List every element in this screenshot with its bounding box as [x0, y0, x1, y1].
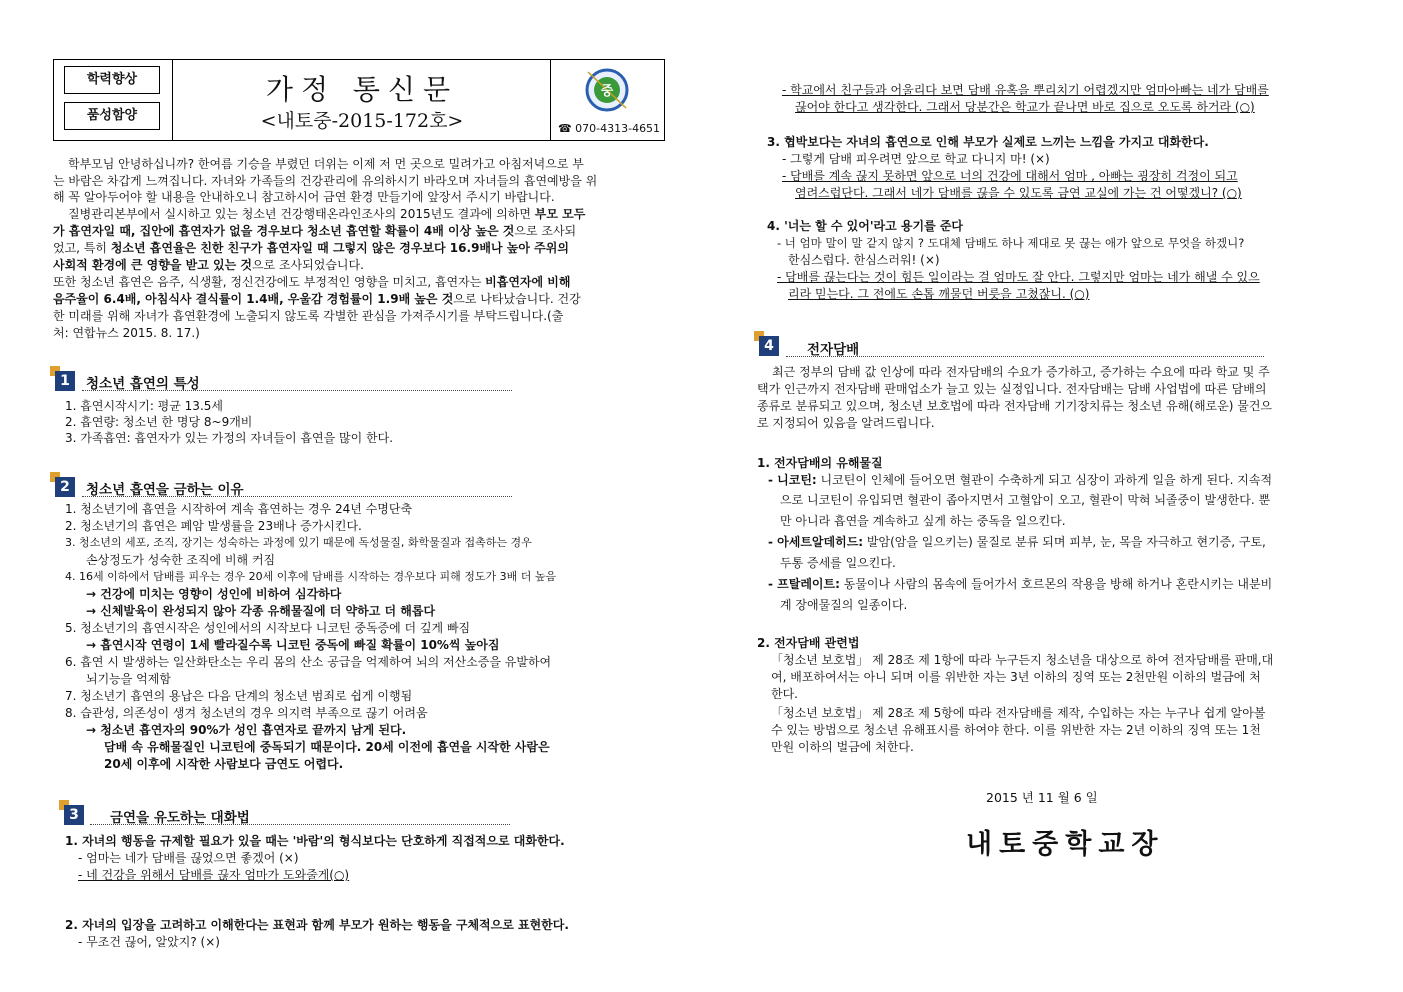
list-item: - 그렇게 담배 피우려면 앞으로 학교 다니지 마! (×) [782, 152, 1050, 166]
intro-bold: 사회적 환경에 큰 영향을 받고 있는 것 [53, 258, 252, 272]
letter-header [53, 59, 665, 141]
intro-text: 으로 조사되 [514, 224, 577, 238]
list-item: 7. 청소년기 흡연의 용납은 다음 단계의 청소년 범죄로 쉽게 이행됨 [65, 689, 413, 703]
section-3-title: 금연을 유도하는 대화법 [110, 810, 250, 826]
intro-bold: 비흡연자에 비해 [485, 275, 571, 289]
list-item: 으로 니코틴이 유입되면 혈관이 좁아지면서 고혈압이 오고, 혈관이 막혀 뇌졸중이 발생한다. 뿐 [780, 493, 1271, 507]
list-item: 1. 청소년기에 흡연을 시작하여 계속 흡연하는 경우 24년 수명단축 [65, 502, 413, 516]
intro-line [53, 240, 569, 256]
section-3-number: 3 [64, 805, 84, 825]
issue-date: 2015 년 11 월 6 일 [986, 790, 1098, 805]
list-item-emphasis: → 건강에 미치는 영향이 성인에 비하여 심각하다 [86, 587, 342, 601]
intro-line: 최근 정부의 담배 값 인상에 따라 전자담배의 수요가 증가하고, 증가하는 수요에 따라 학교 및 주 [772, 365, 1270, 379]
law-line: 「청소년 보호법」 제 28조 제 1항에 따라 누구든지 청소년을 대상으로 하여 전자담배를 판매,대 [771, 653, 1274, 667]
subsection-title: 2. 전자담배 관련법 [757, 636, 860, 650]
list-item: 5. 청소년기의 흡연시작은 성인에서의 시작보다 니코틴 중독증에 더 깊게 빠짐 [65, 621, 471, 635]
list-item: 3. 가족흡연: 흡연자가 있는 가정의 자녀들이 흡연을 많이 한다. [65, 431, 394, 445]
intro-line: 해 꼭 알아두어야 할 내용을 안내하오니 참고하시어 금연 환경 만들기에 앞장서 주시기 바랍니다. [53, 190, 555, 204]
list-item: 2. 자녀의 입장을 고려하고 이해한다는 표현과 함께 부모가 원하는 행동을 구체적으로 표현한다. [65, 918, 569, 932]
list-item: 한심스럽다. 한심스러워! (×) [788, 253, 940, 267]
tag-character-text: 품성함양 [86, 108, 138, 123]
list-item: 3. 청소년의 세포, 조직, 장기는 성숙하는 과정에 있기 때문에 독성물질, 화학물질과 접촉하는 경우 [65, 536, 532, 549]
intro-bold: 청소년 흡연율은 친한 친구가 흡연자일 때 그렇지 않은 경우보다 16.9배나 높아 주위의 [110, 241, 569, 255]
intro-text: 었고, 특히 [53, 241, 111, 255]
intro-line [53, 274, 570, 290]
law-line: 수 있는 방법으로 청소년 유해표시를 하여야 한다. 이를 위반한 자는 2년 이하의 징역 또는 1천 [771, 723, 1261, 737]
term-text: 동물이나 사람의 몸속에 들어가서 호르몬의 작용을 방해 하거나 혼란시키는 내분비 [839, 577, 1273, 591]
list-item: 만 아니라 흡연을 계속하고 싶게 하는 중독을 일으킨다. [780, 514, 1066, 528]
list-item: 1. 흡연시작시기: 평균 13.5세 [65, 399, 223, 413]
list-item: - 네 건강을 위해서 담배를 끊자 엄마가 도와줄게(○) [78, 868, 350, 882]
list-item: 6. 흡연 시 발생하는 일산화탄소는 우리 몸의 산소 공급을 억제하여 뇌의 저산소증을 유발하여 [65, 655, 552, 669]
section-1-title: 청소년 흡연의 특성 [86, 376, 200, 392]
subsection-title: 1. 전자담배의 유해물질 [757, 456, 883, 470]
list-item: 끊어야 한다고 생각한다. 그래서 당분간은 학교가 끝나면 바로 집으로 오도록 하거라 (○) [795, 100, 1255, 114]
list-item: 2. 청소년기의 흡연은 폐암 발생률을 23배나 증가시킨다. [65, 519, 362, 533]
law-line: 만원 이하의 벌금에 처한다. [771, 740, 914, 754]
term-label: - 프탈레이트: [768, 577, 840, 591]
page-title: 가정 통신문 [265, 73, 459, 106]
list-item: 4. 16세 이하에서 담배를 피우는 경우 20세 이후에 담배를 시작하는 경우보다 피해 정도가 3배 더 높음 [65, 570, 557, 583]
section-3-divider [90, 824, 510, 825]
intro-line: 학부모님 안녕하십니까? 한여름 기승을 부렸던 더위는 이제 저 먼 곳으로 밀려가고 아침저녁으로 부 [68, 157, 584, 171]
law-line: 한다. [771, 687, 798, 701]
section-2-number: 2 [55, 477, 75, 497]
term-label: - 아세트알데히드: [768, 535, 864, 549]
list-item [768, 472, 1272, 488]
list-item: 염려스럽단다. 그래서 네가 담배를 끊을 수 있도록 금연 교실에 가는 건 어떻겠니? (○) [795, 186, 1242, 200]
intro-text: 으로 조사되었습니다. [251, 258, 364, 272]
term-text: 니코틴이 인체에 들어오면 혈관이 수축하게 되고 심장이 과하게 일을 하게 된다. 지속적 [816, 473, 1273, 487]
intro-bold: 가 흡연자일 때, 집안에 흡연자가 없을 경우보다 청소년 흡연할 확률이 4배 이상 높은 것 [53, 224, 515, 238]
list-item [768, 576, 1272, 592]
intro-line: 는 바람은 차갑게 느껴집니다. 자녀와 가족들의 건강관리에 유의하시기 바라오며 자녀들의 흡연예방을 위 [53, 174, 598, 188]
issue-number: <내토중-2015-172호> [260, 110, 464, 132]
intro-line: 종류로 분류되고 있으며, 청소년 보호법에 따라 전자담배 기기장치류는 청소년 유해(해로운) 물건으 [757, 399, 1273, 413]
intro-line [68, 206, 585, 222]
list-item-emphasis: → 흡연시작 연령이 1세 빨라질수록 니코틴 중독에 빠질 확률이 10%씩 높아짐 [86, 638, 500, 652]
list-item: - 담배를 끊는다는 것이 힘든 일이라는 걸 엄마도 잘 안다. 그렇지만 엄마는 네가 해낼 수 있으 [777, 270, 1260, 284]
school-principal-signature: 내토중학교장 [966, 829, 1165, 860]
list-item: 두통 증세를 일으킨다. [780, 556, 896, 570]
tag-academic [64, 66, 160, 94]
intro-line [53, 291, 581, 307]
intro-text: 또한 청소년 흡연은 음주, 식생활, 정신건강에도 부정적인 영향을 미치고, 흡연자는 [53, 275, 486, 289]
list-item: - 엄마는 네가 담배를 끊었으면 좋겠어 (×) [78, 851, 299, 865]
list-item [768, 534, 1266, 550]
intro-line: 택가 인근까지 전자담배 판매업소가 늘고 있는 실정입니다. 전자담배는 담배 사업법에 따른 담배의 [757, 382, 1267, 396]
intro-line [53, 257, 364, 273]
tag-academic-text: 학력향상 [86, 72, 138, 87]
list-item: - 너 엄마 말이 말 같지 않지 ? 도대체 담배도 하나 제대로 못 끊는 애가 앞으로 무엇을 하겠니? [777, 236, 1245, 250]
list-item: 8. 습관성, 의존성이 생겨 청소년의 경우 의지력 부족으로 끊기 어려움 [65, 706, 428, 720]
svg-text:중: 중 [600, 84, 614, 99]
list-item: - 학교에서 친구들과 어울리다 보면 담배 유혹을 뿌리치기 어렵겠지만 엄마아빠는 네가 담배를 [782, 83, 1269, 97]
term-text: 발암(암을 일으키는) 물질로 분류 되며 피부, 눈, 목을 자극하고 현기증, 구토, [863, 535, 1266, 549]
phone-number: ☎ 070-4313-4651 [557, 122, 661, 135]
section-4-title: 전자담배 [807, 342, 860, 358]
list-item-emphasis: → 신체발육이 완성되지 않아 각종 유해물질에 더 약하고 더 해롭다 [86, 604, 436, 618]
list-item-emphasis: 담배 속 유해물질인 니코틴에 중독되기 때문이다. 20세 이전에 흡연을 시작한 사람은 [104, 740, 550, 754]
list-item: 리라 믿는다. 그 전에도 손톱 깨물던 버릇을 고쳤잖니. (○) [788, 287, 1090, 301]
term-label: - 니코틴: [768, 473, 817, 487]
section-2-title: 청소년 흡연을 금하는 이유 [86, 482, 244, 498]
intro-line: 로 지정되어 있음을 알려드립니다. [757, 416, 935, 430]
intro-text: 질병관리본부에서 실시하고 있는 청소년 건강행태온라인조사의 2015년도 결과에 의하면 [68, 207, 535, 221]
header-divider-left [172, 60, 173, 140]
school-logo-icon [585, 66, 629, 114]
law-line: 「청소년 보호법」 제 28조 제 5항에 따라 전자담배를 제작, 수입하는 자는 누구나 쉽게 알아볼 [771, 706, 1266, 720]
list-item: 4. '너는 할 수 있어'라고 용기를 준다 [767, 219, 964, 233]
list-item: - 담배를 계속 끊지 못하면 앞으로 너의 건강에 대해서 엄마 , 아빠는 굉장히 걱정이 되고 [782, 169, 1238, 183]
header-divider-right [550, 60, 551, 140]
list-item: 3. 협박보다는 자녀의 흡연으로 인해 부모가 실제로 느끼는 느낌을 가지고 대화한다. [767, 135, 1209, 149]
section-4-number: 4 [759, 336, 779, 356]
intro-text: 으로 나타났습니다. 건강 [453, 292, 581, 306]
list-item-emphasis: 20세 이후에 시작한 사람보다 금연도 어렵다. [104, 757, 344, 771]
tag-character [64, 102, 160, 130]
list-item: 계 장애물질의 일종이다. [780, 598, 908, 612]
intro-line: 처: 연합뉴스 2015. 8. 17.) [53, 326, 200, 340]
intro-line [53, 223, 576, 239]
list-item: - 무조건 끊어, 알았지? (×) [78, 935, 220, 949]
intro-line: 한 미래를 위해 자녀가 흡연환경에 노출되지 않도록 각별한 관심을 가져주시기를 부탁드립니다.(출 [53, 309, 564, 323]
section-2-divider [82, 496, 512, 497]
law-line: 여, 배포하여서는 아니 되며 이를 위반한 자는 3년 이하의 징역 또는 2천만원 이하의 벌금에 처 [771, 670, 1261, 684]
intro-bold: 부모 모두 [534, 207, 586, 221]
list-item: 2. 흡연량: 청소년 한 명당 8~9개비 [65, 415, 253, 429]
intro-bold: 음주율이 6.4배, 아침식사 결식률이 1.4배, 우울감 경험률이 1.9배 높은 것 [53, 292, 454, 306]
list-item-emphasis: → 청소년 흡연자의 90%가 성인 흡연자로 끝까지 남게 된다. [86, 723, 407, 737]
list-item: 손상정도가 성숙한 조직에 비해 커짐 [86, 553, 276, 567]
list-item: 1. 자녀의 행동을 규제할 필요가 있을 때는 '바람'의 형식보다는 단호하게 직접적으로 대화한다. [65, 834, 565, 848]
list-item: 뇌기능을 억제함 [86, 672, 171, 686]
section-4-divider [786, 356, 1264, 357]
section-1-divider [82, 390, 512, 391]
section-1-number: 1 [55, 371, 75, 391]
